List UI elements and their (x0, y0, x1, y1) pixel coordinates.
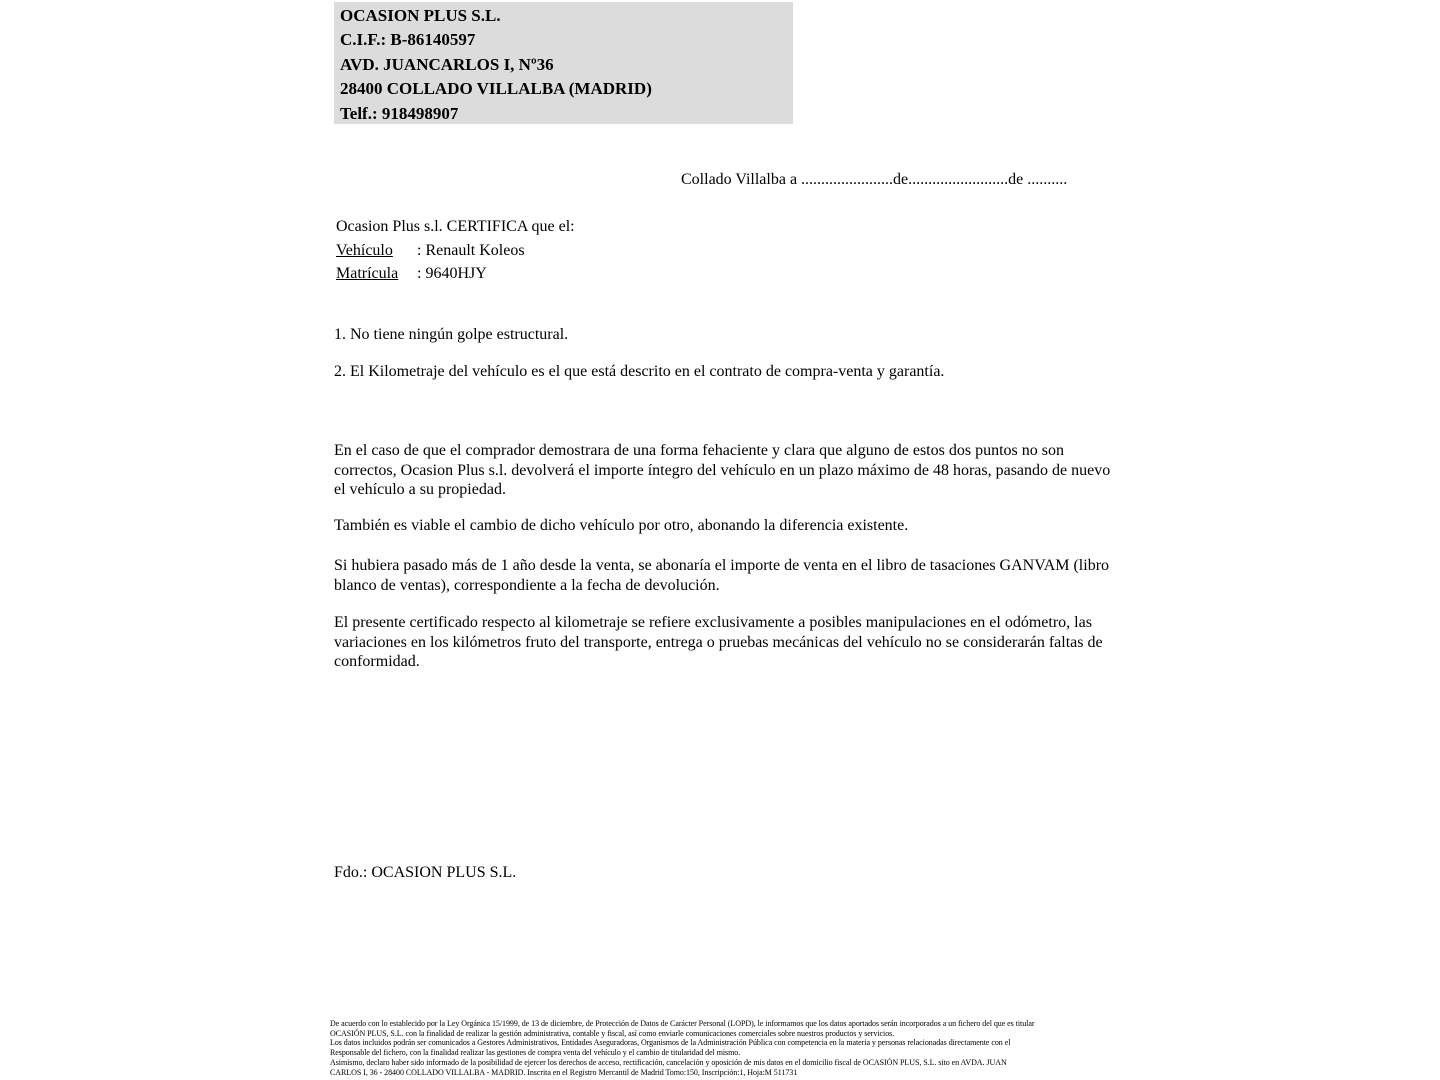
company-city: 28400 COLLADO VILLALBA (MADRID) (340, 79, 652, 99)
company-address: AVD. JUANCARLOS I, Nº36 (340, 54, 554, 74)
legal-line-5: Asimismo, declaro haber sido informado de la posibilidad de ejercer los derechos de acceso, rectificación, cancelación y oposición de mis datos en el domicilio fiscal de OCASIÓN PLUS, S.L. sito en AVDA. JUAN (330, 1057, 1007, 1067)
certificate-statement-block (336, 215, 575, 286)
vehicle-label-wrap (336, 239, 417, 263)
refund-paragraph: En el caso de que el comprador demostrara de una forma fehaciente y clara que alguno de estos dos puntos no son correctos, Ocasion Plus s.l. devolverá el importe íntegro del vehículo en un plazo máximo de 48 horas, pasando de nuevo el vehículo a su propiedad. (334, 442, 1111, 498)
vehicle-label: Vehículo (336, 241, 393, 259)
company-phone: Telf.: 918498907 (340, 103, 459, 123)
vehicle-row (336, 239, 575, 263)
vehicle-value: : Renault Koleos (417, 241, 525, 259)
legal-line-2: OCASIÓN PLUS, S.L. con la finalidad de realizar la gestión administrativa, contable y fiscal, así como enviarle comunicaciones comerciales sobre nuestros productos y servicios. (330, 1028, 895, 1038)
odometer-paragraph: El presente certificado respecto al kilometraje se refiere exclusivamente a posibles manipulaciones en el odómetro, las variaciones en los kilómetros fruto del transporte, entrega o pruebas mecánicas del vehículo no se considerarán faltas de conformidad. (334, 614, 1103, 670)
legal-line-3: Los datos incluidos podrán ser comunicados a Gestores Administrativos, Entidades Aseguradoras, Organismos de la Administración Pública con competencia en la materia y personas relacionadas directamente con el (330, 1038, 1011, 1048)
certificate-intro: Ocasion Plus s.l. CERTIFICA que el: (336, 218, 575, 235)
legal-line-6: CARLOS I, 36 - 28400 COLLADO VILLALBA - MADRID. Inscrita en el Registro Mercantil de Madrid Tomo:150, Inscripción:1, Hoja:M 511731 (330, 1067, 798, 1077)
certified-point-1: 1. No tiene ningún golpe estructural. (334, 326, 569, 343)
date-fill-in-line: Collado Villalba a .......................de.........................de .......... (681, 171, 1068, 188)
certified-point-2: 2. El Kilometraje del vehículo es el que está descrito en el contrato de compra-venta y garantía. (334, 363, 945, 380)
plate-value: : 9640HJY (417, 265, 487, 282)
company-name: OCASION PLUS S.L. (340, 6, 501, 25)
plate-label-wrap (336, 262, 417, 286)
company-cif: C.I.F.: B-86140597 (340, 30, 476, 50)
legal-line-4: Responsable del fichero, con la finalidad realizar las gestiones de compra venta del vehículo y el cambio de titularidad del mismo. (330, 1048, 741, 1058)
plate-row (336, 262, 575, 286)
ganvam-paragraph: Si hubiera pasado más de 1 año desde la venta, se abonaría el importe de venta en el libro de tasaciones GANVAM (libro blanco de ventas), correspondiente a la fecha de devolución. (334, 557, 1110, 594)
signature-line: Fdo.: OCASION PLUS S.L. (334, 864, 517, 881)
plate-label: Matrícula (336, 265, 399, 282)
company-header-box (334, 2, 793, 124)
legal-line-1: De acuerdo con lo establecido por la Ley Orgánica 15/1999, de 13 de diciembre, de Protección de Datos de Carácter Personal (LOPD), le informamos que los datos aportados serán incorporados a un fichero del que es titular (330, 1019, 1035, 1028)
legal-fine-print (330, 1019, 1110, 1077)
exchange-paragraph: También es viable el cambio de dicho vehículo por otro, abonando la diferencia existente. (334, 517, 909, 534)
